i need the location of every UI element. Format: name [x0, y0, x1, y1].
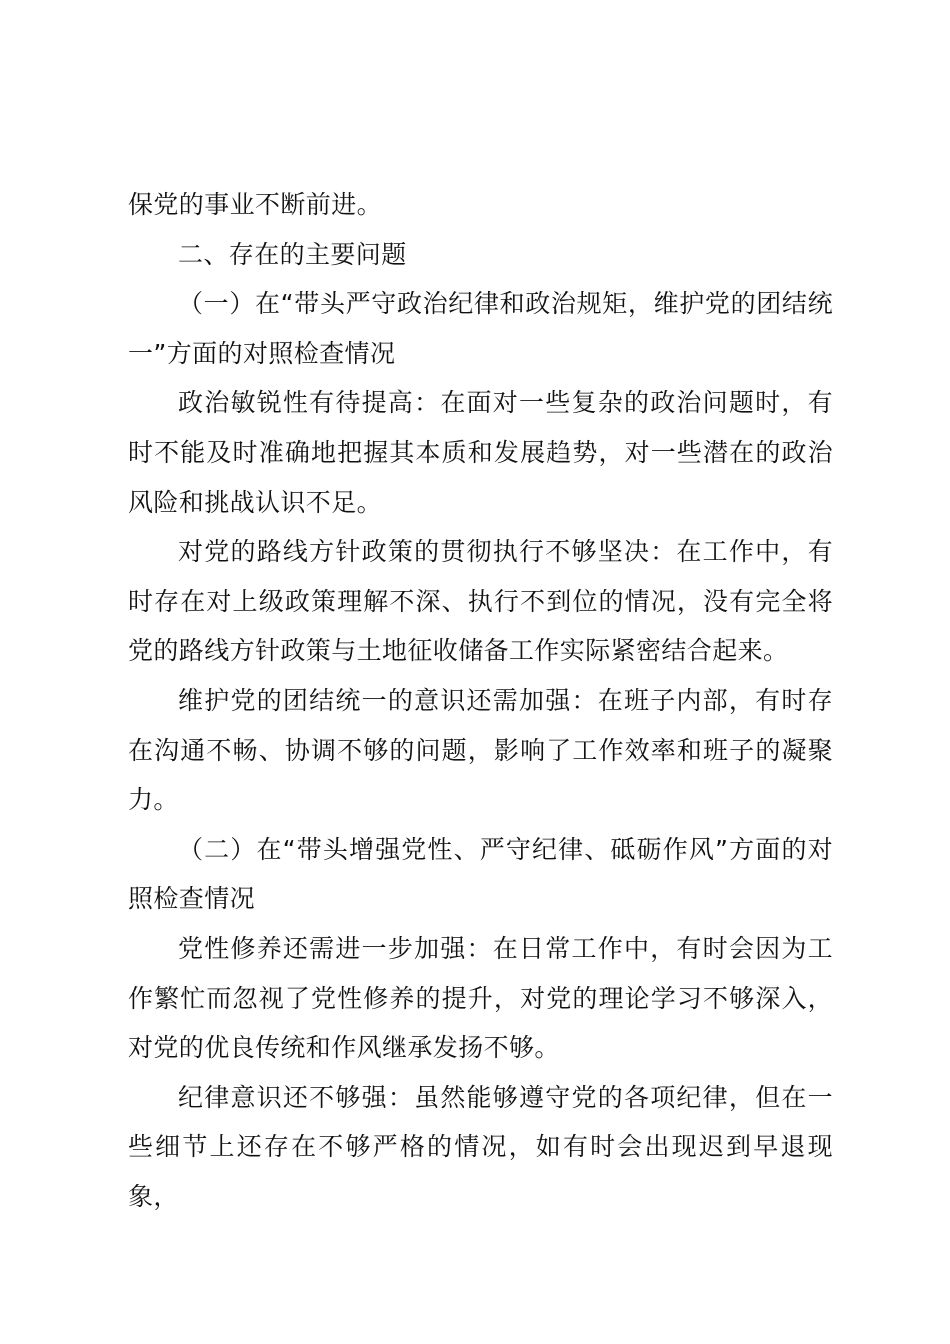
paragraph-political-sensitivity: 政治敏锐性有待提高：在面对一些复杂的政治问题时，有时不能及时准确地把握其本质和发展趋势，对一些潜在的政治风险和挑战认识不足。 [128, 388, 833, 517]
subsection-heading-1: （一）在“带头严守政治纪律和政治规矩，维护党的团结统一”方面的对照检查情况 [128, 289, 833, 368]
paragraph-discipline-awareness: 纪律意识还不够强：虽然能够遵守党的各项纪律，但在一些细节上还存在不够严格的情况，如有时会出现迟到早退现象， [128, 1082, 833, 1211]
document-body [128, 180, 833, 1221]
paragraph-continuation: 保党的事业不断前进。 [128, 190, 383, 219]
paragraph-party-spirit: 党性修养还需进一步加强：在日常工作中，有时会因为工作繁忙而忽视了党性修养的提升，对党的理论学习不够深入，对党的优良传统和作风继承发扬不够。 [128, 933, 833, 1063]
paragraph-party-unity: 维护党的团结统一的意识还需加强：在班子内部，有时存在沟通不畅、协调不够的问题，影响了工作效率和班子的凝聚力。 [128, 685, 833, 815]
section-heading-main-problems: 二、存在的主要问题 [178, 239, 407, 269]
subsection-heading-2: （二）在“带头增强党性、严守纪律、砥砺作风”方面的对照检查情况 [128, 834, 833, 914]
paragraph-policy-implementation: 对党的路线方针政策的贯彻执行不够坚决：在工作中，有时存在对上级政策理解不深、执行不到位的情况，没有完全将党的路线方针政策与土地征收储备工作实际紧密结合起来。 [128, 537, 833, 666]
